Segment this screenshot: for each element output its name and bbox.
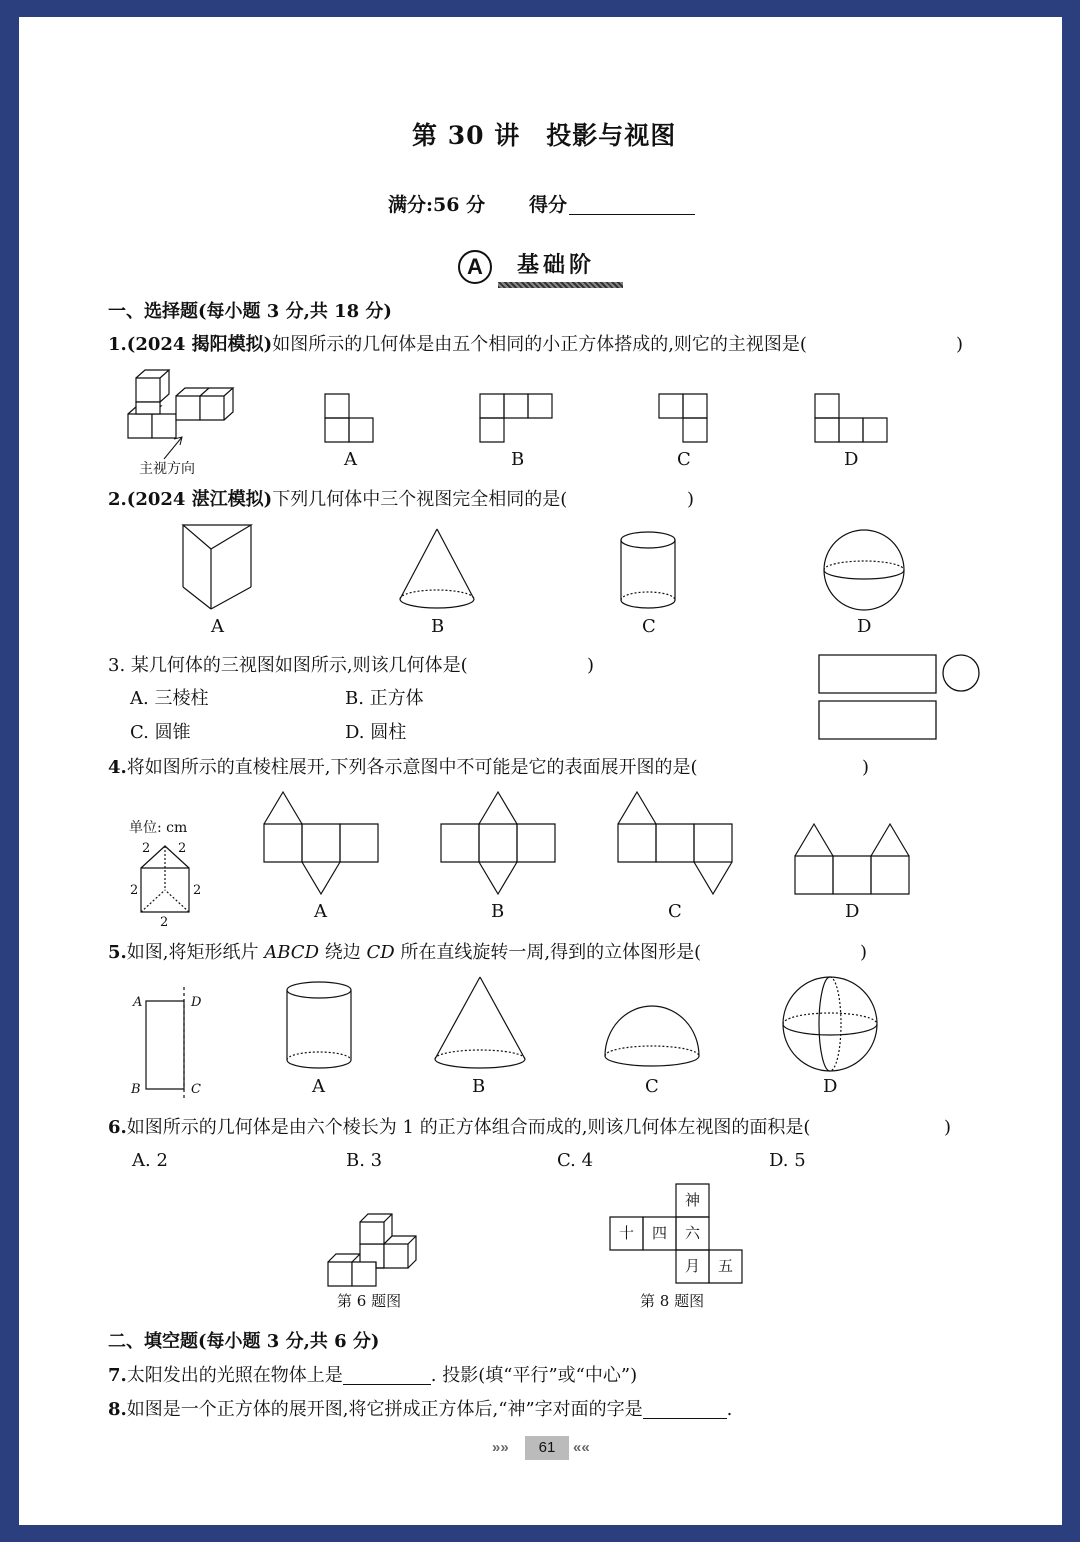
q4-option-d-label[interactable]: D: [845, 901, 860, 922]
q5-option-a-label[interactable]: A: [312, 1076, 325, 1097]
q1-option-a-figure: [324, 393, 376, 445]
q7-stem: 7.太阳发出的光照在物体上是 . 投影(填“平行”或“中心”): [108, 1365, 638, 1386]
q4-option-c-label[interactable]: C: [668, 901, 682, 922]
q1-option-b-figure: [479, 393, 555, 445]
section2-heading: 二、填空题(每小题 3 分,共 6 分): [108, 1331, 380, 1352]
q8-net-cell: 六: [685, 1224, 701, 1242]
q7-answer-blank[interactable]: [343, 1366, 431, 1385]
q4-option-c-net: [616, 790, 734, 898]
q3-choice-a[interactable]: A. 三棱柱: [130, 688, 209, 709]
page-arrows-right-icon: ««: [573, 1439, 590, 1456]
q5-option-b-label[interactable]: B: [472, 1076, 486, 1097]
q1-stem: 1.(2024 揭阳模拟)如图所示的几何体是由五个相同的小正方体搭成的,则它的主视图是(: [108, 334, 807, 355]
q3-choice-b[interactable]: B. 正方体: [345, 688, 424, 709]
q6-close-paren: ): [944, 1117, 952, 1138]
q6-choice-c[interactable]: C. 4: [557, 1150, 594, 1171]
q4-dim-label: 2: [130, 883, 139, 898]
level-badge-circle: A: [458, 250, 492, 284]
q4-dim-label: 2: [142, 841, 151, 856]
q3-close-paren: ): [587, 655, 595, 676]
q2-option-c-label[interactable]: C: [642, 616, 656, 637]
q6-choice-a[interactable]: A. 2: [132, 1150, 168, 1171]
q4-dim-label: 2: [193, 883, 202, 898]
q5-vertex-a: A: [133, 995, 143, 1010]
q5-option-d-label[interactable]: D: [823, 1076, 838, 1097]
q4-dim-label: 2: [178, 841, 187, 856]
q6-stem: 6.如图所示的几何体是由六个棱长为 1 的正方体组合而成的,则该几何体左视图的面积是(: [108, 1117, 811, 1138]
page-title: 第 30 讲 投影与视图: [412, 121, 677, 150]
q2-cylinder-figure: [619, 530, 677, 612]
level-badge-label: 基础阶: [517, 252, 596, 278]
q2-option-d-label[interactable]: D: [857, 616, 872, 637]
q5-cone-figure: [433, 975, 527, 1071]
q1-option-c-figure: [658, 393, 710, 445]
q2-option-a-label[interactable]: A: [211, 616, 224, 637]
q8-net-cell: 神: [685, 1191, 701, 1209]
q1-option-b-label[interactable]: B: [511, 449, 525, 470]
score-blank[interactable]: [569, 214, 695, 215]
q3-three-views-figure: [816, 652, 984, 744]
q4-unit-label: 单位: cm: [129, 820, 188, 836]
q8-net-cell: 十: [619, 1224, 635, 1242]
q1-direction-arrow: [160, 433, 190, 463]
q6-figure-caption: 第 6 题图: [337, 1292, 402, 1310]
q2-sphere-figure: [822, 528, 906, 612]
q5-cylinder-figure: [285, 980, 353, 1072]
q6-solid-figure: [322, 1212, 422, 1290]
q1-option-d-figure: [814, 393, 890, 445]
section1-heading: 一、选择题(每小题 3 分,共 18 分): [108, 301, 392, 322]
q3-choice-d[interactable]: D. 圆柱: [345, 722, 407, 743]
q5-vertex-d: D: [191, 995, 202, 1010]
q2-close-paren: ): [687, 489, 695, 510]
q5-vertex-b: B: [131, 1082, 141, 1097]
q8-stem: 8.如图是一个正方体的展开图,将它拼成正方体后,“神”字对面的字是 .: [108, 1399, 733, 1420]
q2-prism-figure: [180, 523, 254, 611]
q8-answer-blank[interactable]: [643, 1400, 727, 1419]
q2-cone-figure: [398, 527, 476, 611]
q8-net-cell: 月: [685, 1257, 701, 1275]
q8-figure-caption: 第 8 题图: [640, 1292, 705, 1310]
full-score: 满分:56 分: [388, 194, 486, 216]
q3-stem: 3. 某几何体的三视图如图所示,则该几何体是(: [108, 655, 468, 676]
q4-option-b-label[interactable]: B: [491, 901, 505, 922]
q1-option-c-label[interactable]: C: [677, 449, 691, 470]
q4-stem: 4.将如图所示的直棱柱展开,下列各示意图中不可能是它的表面展开图的是(: [108, 757, 698, 778]
q8-net-cell: 五: [718, 1257, 734, 1275]
q4-dim-label: 2: [160, 915, 169, 930]
q4-option-b-net: [439, 790, 557, 898]
q1-direction-label: 主视方向: [139, 461, 195, 477]
q5-stem: 5.如图,将矩形纸片 ABCD 绕边 CD 所在直线旋转一周,得到的立体图形是(: [108, 942, 702, 963]
q5-sphere-figure: [781, 975, 879, 1073]
page-number-box: [525, 1436, 569, 1460]
q5-rectangle-figure: [140, 985, 196, 1100]
q5-option-c-label[interactable]: C: [645, 1076, 659, 1097]
q2-stem: 2.(2024 湛江模拟)下列几何体中三个视图完全相同的是(: [108, 489, 568, 510]
q5-hemisphere-figure: [603, 1002, 701, 1070]
q3-choice-c[interactable]: C. 圆锥: [130, 722, 191, 743]
q6-choice-b[interactable]: B. 3: [346, 1150, 383, 1171]
q8-net-cell: 四: [652, 1224, 668, 1242]
page-number: 61: [538, 1439, 556, 1456]
q5-close-paren: ): [860, 942, 868, 963]
q4-option-a-label[interactable]: A: [314, 901, 327, 922]
q1-option-d-label[interactable]: D: [844, 449, 859, 470]
score-label: 得分: [529, 194, 568, 216]
q4-option-d-net: [793, 822, 911, 896]
level-badge-underline: [498, 282, 623, 288]
q5-vertex-c: C: [191, 1082, 201, 1097]
q4-option-a-net: [262, 790, 380, 898]
q2-option-b-label[interactable]: B: [431, 616, 445, 637]
q1-option-a-label[interactable]: A: [344, 449, 357, 470]
q1-close-paren: ): [956, 334, 964, 355]
page-arrows-left-icon: »»: [492, 1439, 509, 1456]
q6-choice-d[interactable]: D. 5: [769, 1150, 806, 1171]
q4-close-paren: ): [862, 757, 870, 778]
